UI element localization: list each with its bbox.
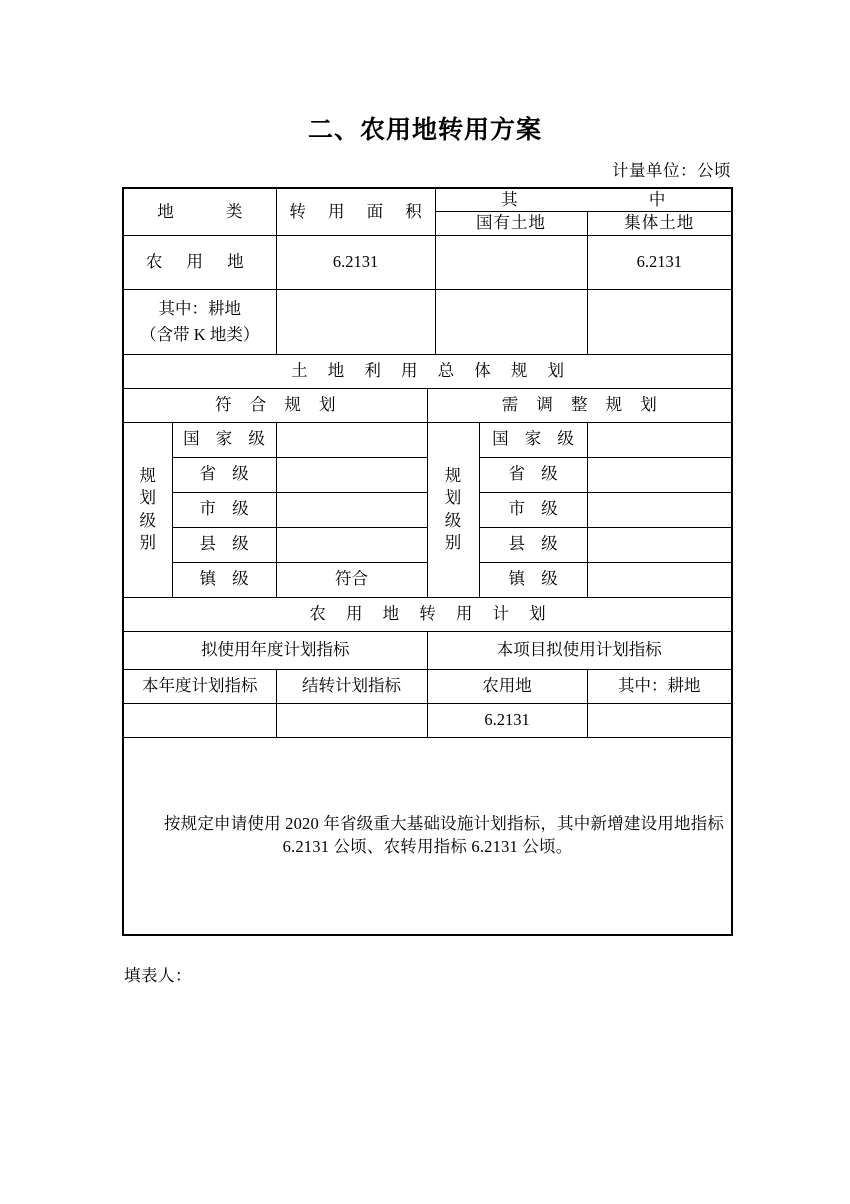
- plan-col-agricultural-land: 农用地: [427, 669, 587, 703]
- plan-level-name-conform-provincial: 省 级: [172, 457, 276, 492]
- plan-value-among-cultivated[interactable]: [587, 703, 732, 737]
- plan-level-row-national: [123, 422, 732, 457]
- section-overall-land-use-plan-row: [123, 354, 732, 388]
- plan-level-label-left: [123, 422, 172, 597]
- plan-indicator-header-row: [123, 669, 732, 703]
- row-label-cultivated-line1: 其中：耕地: [158, 298, 241, 318]
- row-label-cultivated-land: [123, 289, 276, 354]
- section-conversion-plan: 农 用 地 转 用 计 划: [123, 597, 732, 631]
- plan-level-label-left-c4: 别: [139, 532, 156, 552]
- plan-level-value-adjust-county[interactable]: [587, 527, 732, 562]
- header-among-which-qi: 其: [501, 190, 518, 209]
- plan-level-name-adjust-town: 镇 级: [479, 562, 587, 597]
- section-conversion-plan-row: [123, 597, 732, 631]
- plan-level-value-conform-town[interactable]: 符合: [276, 562, 427, 597]
- note-cell[interactable]: [123, 737, 732, 935]
- plan-level-value-adjust-municipal[interactable]: [587, 492, 732, 527]
- cell-agricultural-collective[interactable]: 6.2131: [587, 235, 732, 289]
- plan-level-name-adjust-national: 国 家 级: [479, 422, 587, 457]
- plan-level-value-adjust-town[interactable]: [587, 562, 732, 597]
- plan-level-value-conform-provincial[interactable]: [276, 457, 427, 492]
- cell-cultivated-converted-area[interactable]: [276, 289, 435, 354]
- plan-level-value-conform-national[interactable]: [276, 422, 427, 457]
- plan-col-current-year: 本年度计划指标: [123, 669, 276, 703]
- plan-group-annual: 拟使用年度计划指标: [123, 631, 427, 669]
- cell-agricultural-converted-area[interactable]: 6.2131: [276, 235, 435, 289]
- plan-level-name-adjust-provincial: 省 级: [479, 457, 587, 492]
- row-cultivated-land: [123, 289, 732, 354]
- plan-level-value-conform-municipal[interactable]: [276, 492, 427, 527]
- plan-level-label-right-c1: 规: [444, 466, 462, 485]
- form-filler-label: 填表人：: [124, 966, 192, 985]
- page-title: 二、农用地转用方案: [307, 117, 542, 144]
- header-among-which: [435, 188, 732, 212]
- note-text: 按规定申请使用 2020 年省级重大基础设施计划指标，其中新增建设用地指标 6.2131 公顷、农转用指标 6.2131 公顷。: [163, 814, 725, 856]
- plan-group-header-row: [123, 388, 732, 422]
- plan-level-value-conform-county[interactable]: [276, 527, 427, 562]
- plan-col-among-cultivated: 其中：耕地: [587, 669, 732, 703]
- header-land-type: 地 类: [123, 188, 276, 235]
- plan-level-value-adjust-national[interactable]: [587, 422, 732, 457]
- plan-level-name-conform-municipal: 市 级: [172, 492, 276, 527]
- plan-level-value-adjust-provincial[interactable]: [587, 457, 732, 492]
- plan-level-label-left-c2: 划: [139, 488, 156, 508]
- header-state-owned-land: 国有土地: [435, 212, 587, 235]
- cell-cultivated-collective[interactable]: [587, 289, 732, 354]
- note-row: [123, 737, 732, 935]
- cell-cultivated-state-owned[interactable]: [435, 289, 587, 354]
- plan-level-name-conform-county: 县 级: [172, 527, 276, 562]
- header-collective-land: 集体土地: [587, 212, 732, 235]
- plan-level-name-conform-town: 镇 级: [172, 562, 276, 597]
- plan-adjust-title: 需 调 整 规 划: [427, 388, 732, 422]
- section-overall-land-use-plan: 土 地 利 用 总 体 规 划: [123, 354, 732, 388]
- plan-level-label-right: [427, 422, 479, 597]
- plan-level-label-right-c3: 级: [444, 510, 462, 530]
- plan-indicator-group-row: [123, 631, 732, 669]
- plan-level-label-left-c3: 级: [139, 510, 156, 530]
- cell-agricultural-state-owned[interactable]: [435, 235, 587, 289]
- row-label-agricultural-land: 农 用 地: [123, 235, 276, 289]
- plan-level-name-adjust-municipal: 市 级: [479, 492, 587, 527]
- plan-group-project: 本项目拟使用计划指标: [427, 631, 732, 669]
- plan-value-carryover[interactable]: [276, 703, 427, 737]
- plan-conform-title: 符 合 规 划: [123, 388, 427, 422]
- row-label-cultivated-line2: （含带 K 地类）: [140, 324, 260, 344]
- table-header-row: [123, 188, 732, 212]
- plan-col-carryover: 结转计划指标: [276, 669, 427, 703]
- plan-value-agricultural-land[interactable]: 6.2131: [427, 703, 587, 737]
- plan-level-name-conform-national: 国 家 级: [172, 422, 276, 457]
- plan-indicator-value-row: [123, 703, 732, 737]
- plan-level-label-right-c4: 别: [444, 532, 462, 552]
- row-agricultural-land: [123, 235, 732, 289]
- header-among-which-zhong: 中: [648, 190, 666, 209]
- plan-level-label-right-c2: 划: [444, 488, 462, 508]
- plan-level-name-adjust-county: 县 级: [479, 527, 587, 562]
- land-conversion-form-table: [122, 187, 733, 936]
- measurement-unit-label: 计量单位：公顷: [612, 161, 731, 180]
- plan-value-current-year[interactable]: [123, 703, 276, 737]
- plan-level-label-left-c1: 规: [139, 466, 156, 485]
- header-converted-area: 转 用 面 积: [276, 188, 435, 235]
